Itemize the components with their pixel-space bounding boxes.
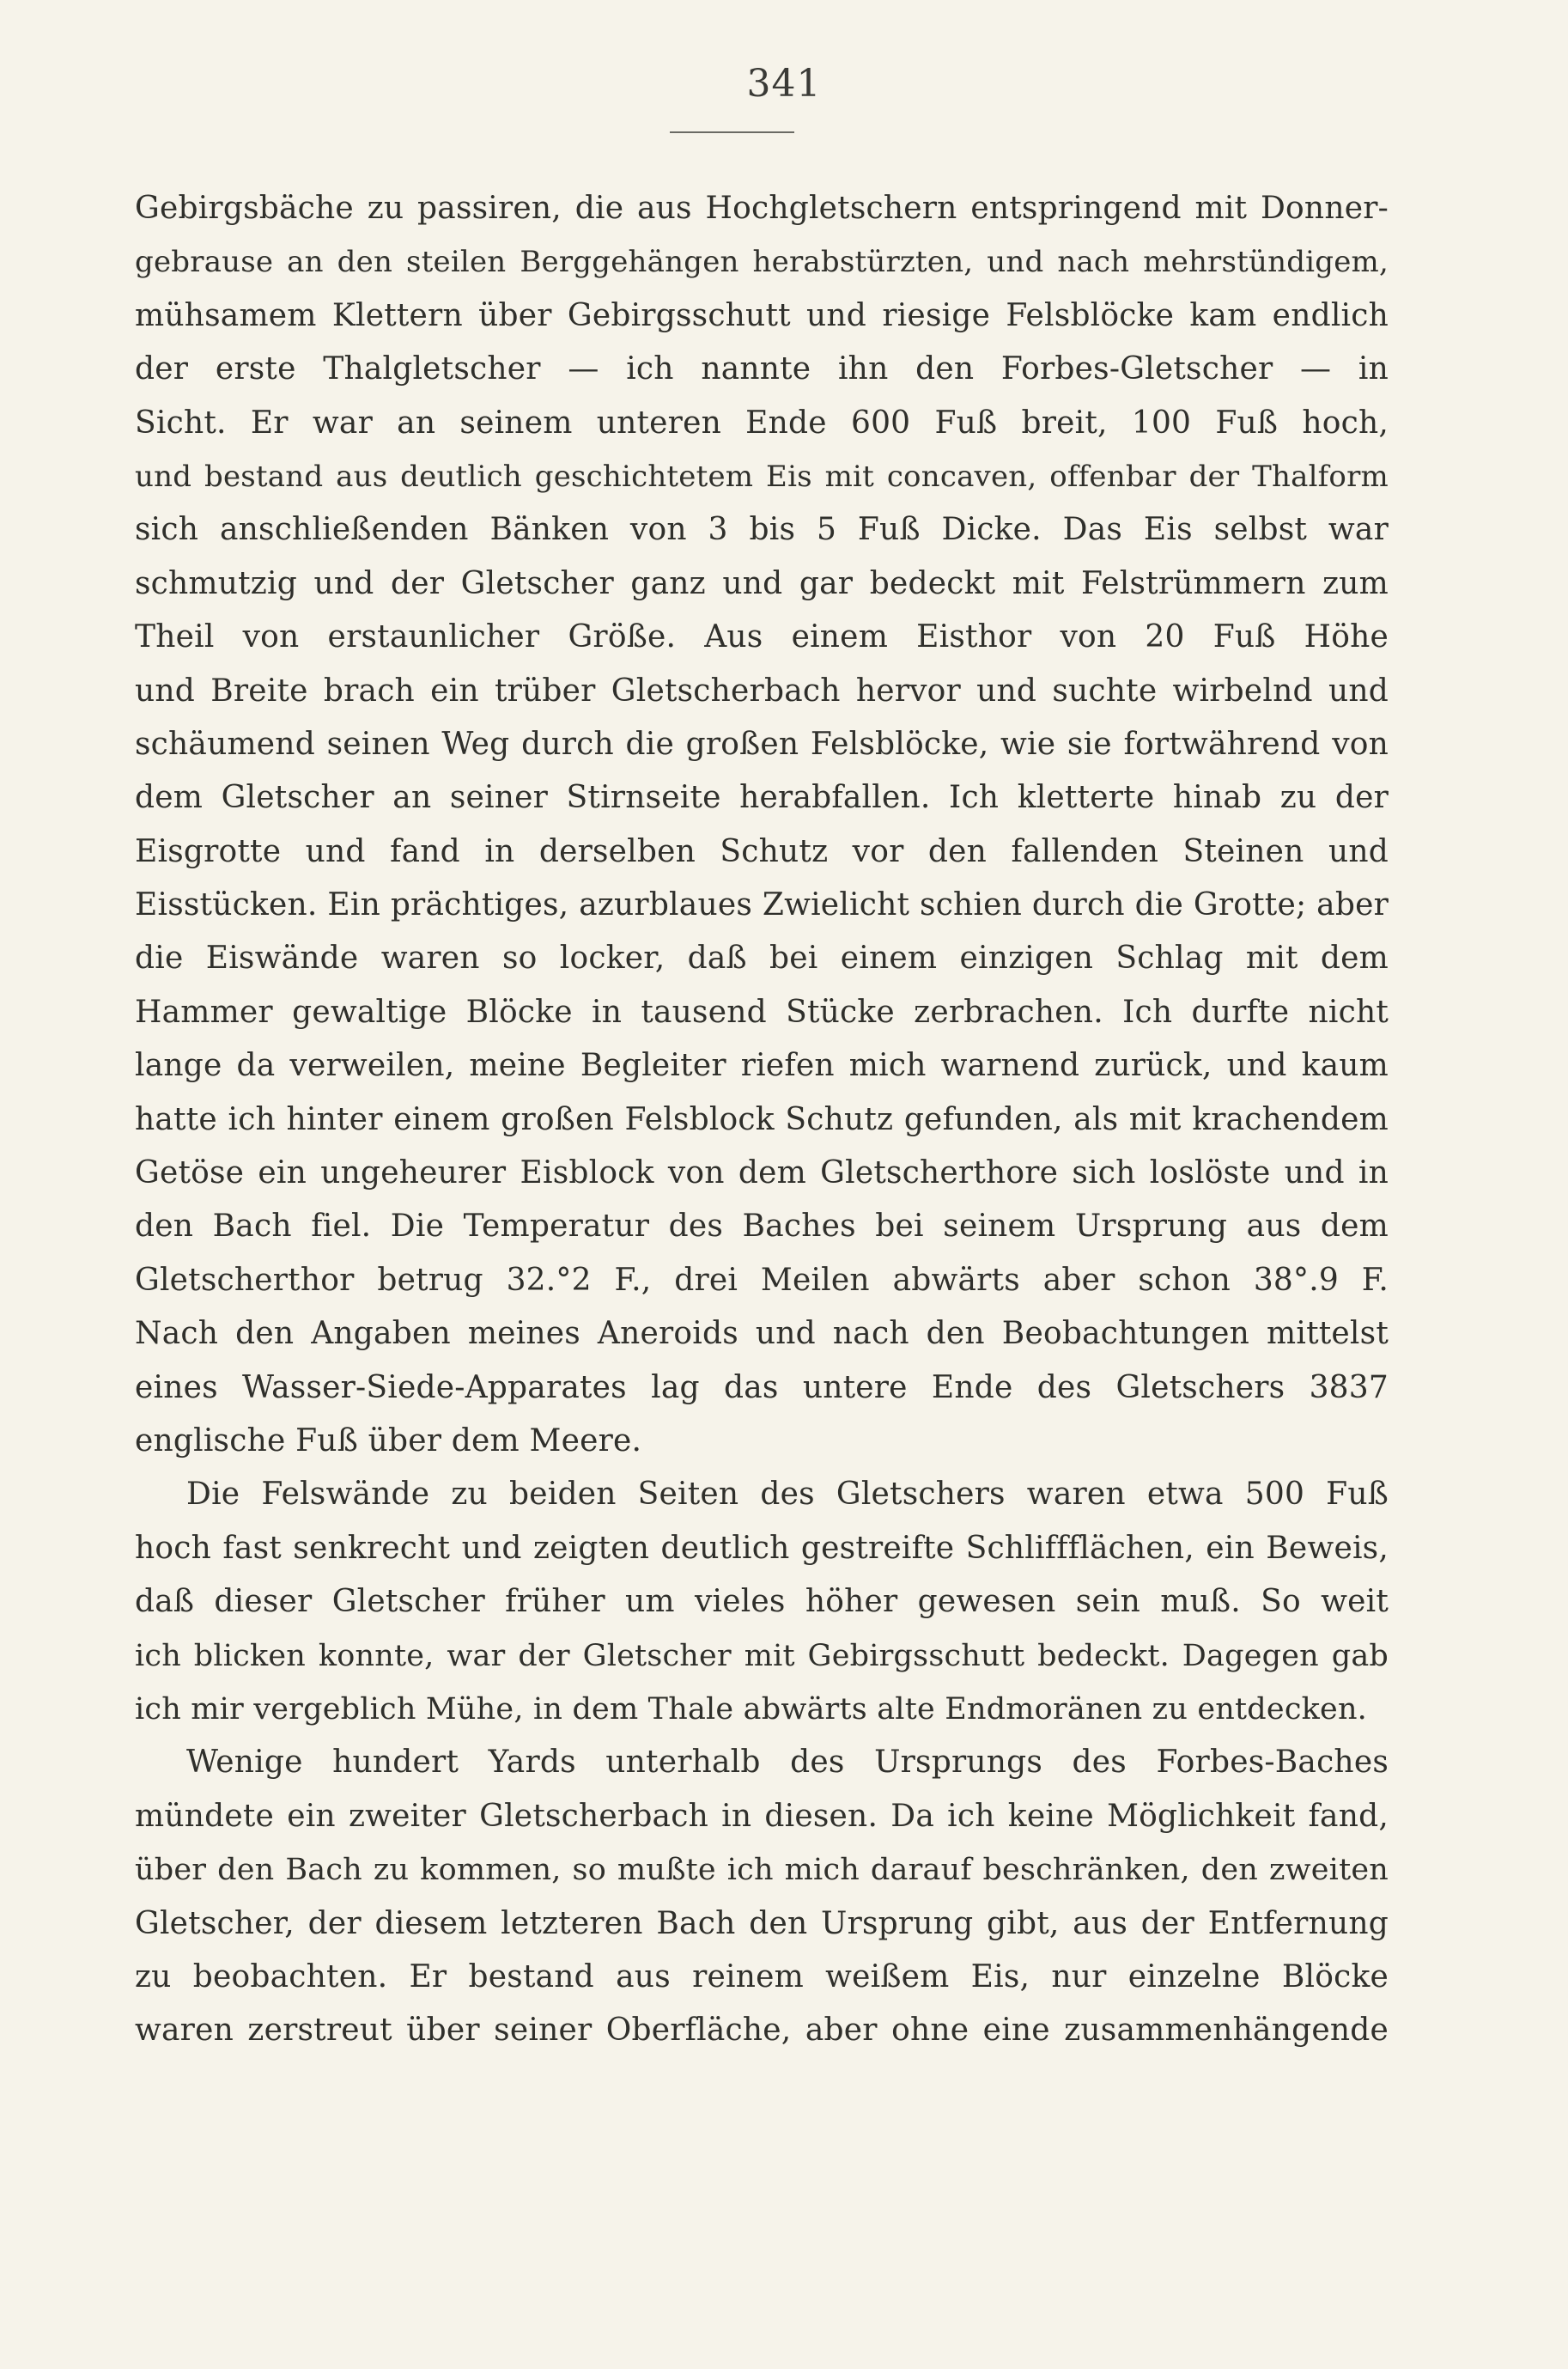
text-line: Theil von erstaunlicher Größe. Aus einem Eisthor von 20 Fuß Höhe xyxy=(135,619,1389,655)
text-line: der erste Thalgletscher — ich nannte ihn den Forbes-Gletscher — in xyxy=(135,351,1389,387)
text-line: mündete ein zweiter Gletscherbach in diesen. Da ich keine Möglichkeit fand, xyxy=(135,1798,1389,1834)
text-line: Gletscherthor betrug 32.°2 F., drei Meilen abwärts aber schon 38°.9 F. xyxy=(135,1262,1389,1298)
text-line-paragraph-end: englische Fuß über dem Meere. xyxy=(135,1422,642,1459)
text-line: hatte ich hinter einem großen Felsblock Schutz gefunden, als mit krachendem xyxy=(135,1101,1389,1137)
text-line: und Breite brach ein trüber Gletscherbach hervor und suchte wirbelnd und xyxy=(135,673,1389,709)
header-rule xyxy=(670,131,794,133)
text-line: Eisgrotte und fand in derselben Schutz vor den fallenden Steinen und xyxy=(135,833,1389,869)
text-line: zu beobachten. Er bestand aus reinem weißem Eis, nur einzelne Blöcke xyxy=(135,1958,1389,1994)
text-line: lange da verweilen, meine Begleiter riefen mich warnend zurück, und kaum xyxy=(135,1048,1389,1084)
text-line: sich anschließenden Bänken von 3 bis 5 Fuß Dicke. Das Eis selbst war xyxy=(135,512,1389,548)
text-line: Sicht. Er war an seinem unteren Ende 600 Fuß breit, 100 Fuß hoch, xyxy=(135,405,1389,441)
text-line: Gebirgsbäche zu passiren, die aus Hochgletschern entspringend mit Donner- xyxy=(135,191,1389,226)
text-line: schäumend seinen Weg durch die großen Felsblöcke, wie sie fortwährend von xyxy=(135,726,1389,762)
text-line: mühsamem Klettern über Gebirgsschutt und riesige Felsblöcke kam endlich xyxy=(135,297,1389,333)
text-line: Getöse ein ungeheurer Eisblock von dem Gletscherthore sich loslöste und in xyxy=(135,1155,1389,1191)
text-line: Gletscher, der diesem letzteren Bach den Ursprung gibt, aus der Entfernung xyxy=(135,1905,1389,1941)
text-line: gebrause an den steilen Berggehängen herabstürzten, und nach mehrstündigem, xyxy=(135,245,1389,280)
text-line: ich blicken konnte, war der Gletscher mit Gebirgsschutt bedeckt. Dagegen gab xyxy=(135,1638,1389,1673)
text-line: eines Wasser-Siede-Apparates lag das untere Ende des Gletschers 3837 xyxy=(135,1369,1389,1405)
text-line: waren zerstreut über seiner Oberfläche, aber ohne eine zusammenhängende xyxy=(135,2013,1389,2049)
text-line: Hammer gewaltige Blöcke in tausend Stücke zerbrachen. Ich durfte nicht xyxy=(135,994,1389,1030)
body-text xyxy=(135,182,1389,2058)
text-line-paragraph-start: Die Felswände zu beiden Seiten des Gletschers waren etwa 500 Fuß xyxy=(186,1477,1389,1513)
page-number: 341 xyxy=(746,62,822,106)
text-line: Nach den Angaben meines Aneroids und nach den Beobachtungen mittelst xyxy=(135,1316,1389,1352)
text-line: schmutzig und der Gletscher ganz und gar bedeckt mit Felstrümmern zum xyxy=(135,565,1389,601)
text-line: dem Gletscher an seiner Stirnseite herabfallen. Ich kletterte hinab zu der xyxy=(135,780,1389,816)
text-line: die Eiswände waren so locker, daß bei einem einzigen Schlag mit dem xyxy=(135,941,1389,977)
text-line-paragraph-end: ich mir vergeblich Mühe, in dem Thale abwärts alte Endmoränen zu entdecken. xyxy=(135,1691,1368,1727)
text-line: hoch fast senkrecht und zeigten deutlich gestreifte Schliffflächen, ein Beweis, xyxy=(135,1530,1389,1566)
text-line-paragraph-start: Wenige hundert Yards unterhalb des Ursprungs des Forbes-Baches xyxy=(186,1745,1389,1781)
text-line: daß dieser Gletscher früher um vieles höher gewesen sein muß. So weit xyxy=(135,1584,1389,1620)
text-line: den Bach fiel. Die Temperatur des Baches bei seinem Ursprung aus dem xyxy=(135,1209,1389,1245)
text-line: Eisstücken. Ein prächtiges, azurblaues Zwielicht schien durch die Grotte; aber xyxy=(135,887,1389,923)
text-line: über den Bach zu kommen, so mußte ich mich darauf beschränken, den zweiten xyxy=(135,1853,1389,1888)
text-line: und bestand aus deutlich geschichtetem Eis mit concaven, offenbar der Thalform xyxy=(135,459,1389,494)
